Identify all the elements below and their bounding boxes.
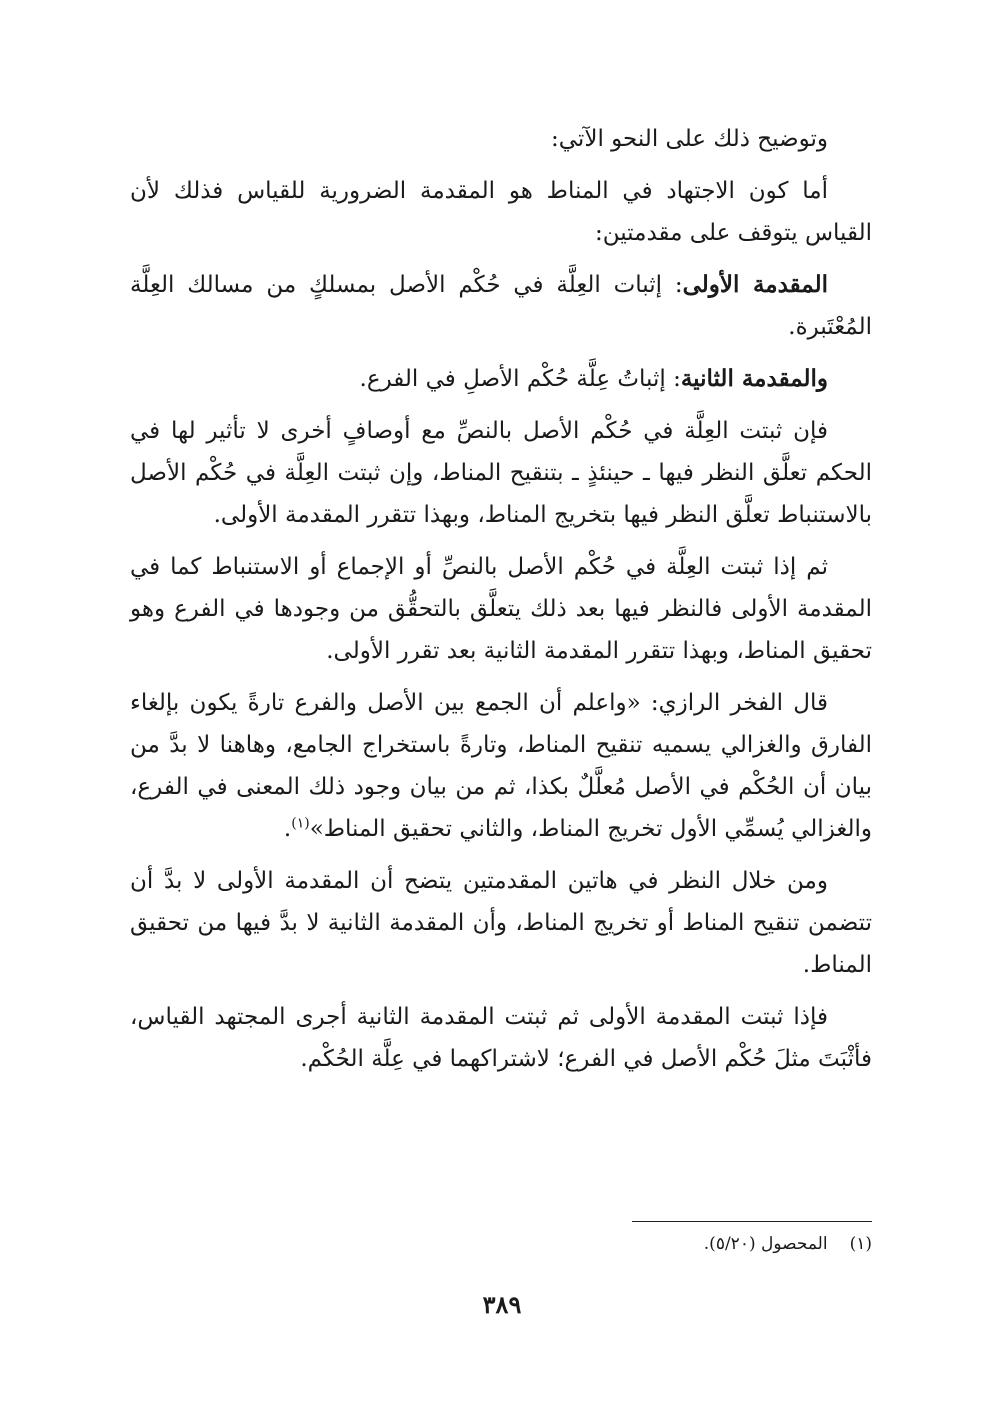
footnote-text: المحصول (٥/٢٠). — [703, 1234, 828, 1254]
premise-one-label: المقدمة الأولى — [682, 271, 828, 298]
paragraph-3 — [130, 264, 872, 348]
footnote — [704, 1232, 872, 1256]
footnote-number: (١) — [849, 1234, 872, 1254]
paragraph-9: فإذا ثبتت المقدمة الأولى ثم ثبتت المقدمة الثانية أجرى المجتهد القياس، فأثْبَتَ مثلَ حُكْم الأصل في الفرع؛ لاشتراكهما في عِلَّة الحُكْم. — [130, 1004, 872, 1072]
paragraph-1: وتوضيح ذلك على النحو الآتي: — [551, 126, 828, 152]
paragraph-2: أما كون الاجتهاد في المناط هو المقدمة الضرورية للقياس فذلك لأن القياس يتوقف على مقدمتين: — [130, 178, 872, 246]
page-body — [130, 118, 872, 1090]
paragraph-7 — [130, 682, 872, 850]
premise-one-text: : إثبات العِلَّة في حُكْم الأصل بمسلكٍ من مسالك العِلَّة المُعْتَبرة. — [130, 272, 872, 340]
footnote-divider — [632, 1221, 872, 1222]
quote-end: . — [283, 816, 292, 842]
premise-two-text: : إثباتُ عِلَّة حُكْم الأصلِ في الفرع. — [359, 366, 681, 392]
premise-two-label: والمقدمة الثانية — [680, 365, 828, 392]
paragraph-8: ومن خلال النظر في هاتين المقدمتين يتضح أن المقدمة الأولى لا بدَّ أن تتضمن تنقيح المناط أو تخريج المناط، وأن المقدمة الثانية لا بدَّ فيها من تحقيق المناط. — [130, 868, 872, 978]
footnote-reference[interactable]: (١) — [291, 815, 310, 832]
paragraph-4 — [130, 358, 872, 400]
paragraph-6: ثم إذا ثبتت العِلَّة في حُكْم الأصل بالنصِّ أو الإجماع أو الاستنباط كما في المقدمة الأولى فالنظر فيها بعد ذلك يتعلَّق بالتحقُّق من وجودها في الفرع وهو تحقيق المناط، وبهذا تتقرر المقدمة الثانية بعد تقرر الأولى. — [130, 554, 872, 664]
page-number: ٣٨٩ — [482, 1290, 522, 1319]
quote-text: قال الفخر الرازي: «واعلم أن الجمع بين الأصل والفرع تارةً يكون بإلغاء الفارق والغزالي يسميه تنقيح المناط، وتارةً باستخراج الجامع، وهاهنا لا بدَّ من بيان أن الحُكْم في الأصل مُعلَّلٌ بكذا، ثم من بيان وجود ذلك المعنى في الفرع، والغزالي يُسمِّي الأول تخريج المناط، والثاني تحقيق المناط» — [130, 690, 872, 842]
paragraph-5: فإن ثبتت العِلَّة في حُكْم الأصل بالنصِّ مع أوصافٍ أخرى لا تأثير لها في الحكم تعلَّق النظر فيها ـ حينئذٍ ـ بتنقيح المناط، وإن ثبتت العِلَّة في حُكْم الأصل بالاستنباط تعلَّق النظر فيها بتخريج المناط، وبهذا تتقرر المقدمة الأولى. — [130, 418, 872, 528]
